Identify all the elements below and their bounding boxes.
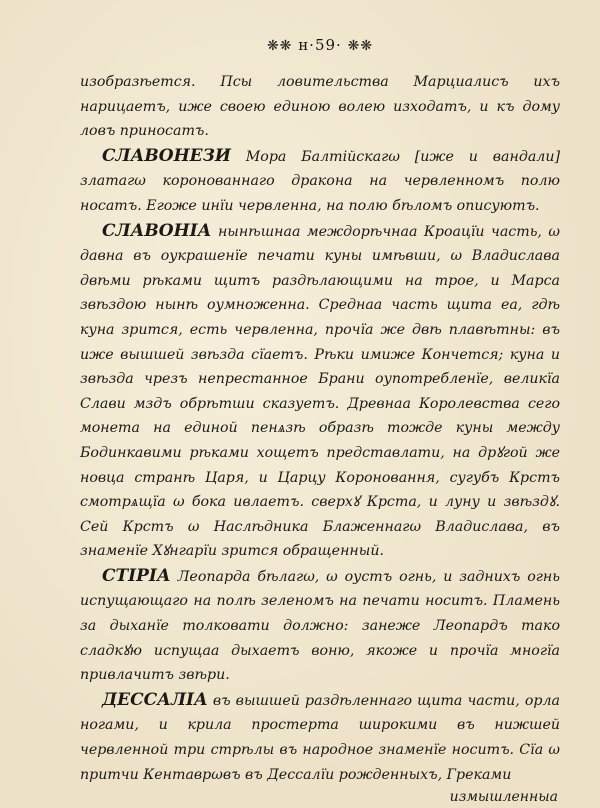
paragraph-text: въ вышшей раздѣленнаго щита части, орла ногами, и крила простерта широкими въ нижшей червленной три стрѣлы въ народное знаменїе носитъ. Сїа ω притчи Кентаврωвъ въ Дессалїи рожденныхъ, Греками bbox=[80, 692, 560, 783]
rubric-heading: СЛАВОНІА bbox=[102, 220, 212, 241]
paragraph-dessalia bbox=[80, 688, 560, 787]
ornament-left-icon: ❋❋ bbox=[266, 38, 293, 54]
paragraph-continuation bbox=[80, 70, 560, 144]
rubric-heading: СТІРІА bbox=[102, 565, 171, 586]
paragraph-text: Мора Балтійскагω [иже и вандали] златагω коронованнаго дракона на червленномъ полю носатъ. Егоже инїи червленна, на полю бѣломъ описуютъ. bbox=[80, 148, 560, 214]
rubric-heading: ДЕССАЛІА bbox=[102, 689, 208, 710]
paragraph-slavonia bbox=[80, 219, 560, 564]
paragraph-stiria bbox=[80, 564, 560, 688]
catchword: измышленныа bbox=[449, 789, 558, 806]
page-number: н·59· bbox=[298, 36, 342, 54]
paragraph-text: Леопарда бѣлагω, ω оустъ огнь, и заднихъ огнь испущающаго на полѣ зеленомъ на печати носитъ. Пламень за дыханїе толковати должно: занеже Леопардъ тако сладкꙋю испущаа дыхаетъ воню, якоже и прочїа многїа привлачитъ звѣри. bbox=[80, 568, 560, 684]
paragraph-text: нынѣшнаа междорѣчнаа Кроацїи часть, ω давна въ оукрашенїе печати куны имѣвши, ω Владислава двѣми рѣками щитъ раздѣлающими на трое, и Марса звѣздою нынѣ оумноженна. Среднаа часть щита еа, гдѣ куна зрится, есть червленна, прочїа же двѣ плавѣтны: въ иже вышшей звѣзда сїаетъ. Рѣки имиже Кончется; куна и звѣзда чрезъ непрестанное Брани оупотребленїе, великїа Слави мздъ обрѣтши сказуетъ. Древнаа Королевства сего монета на единой пенѧзѣ образѣ тожде куны между Бодинкавими рѣками хощетъ представлати, на дрꙋгой же новца странѣ Царя, и Царцу Короновання, сугубъ Крстъ смотрѧщїа ω бока ивлаетъ. сверхꙋ Крста, и луну и звѣздꙋ. Сей Крстъ ω Наслѣдника Блаженнагω Владислава, въ знаменїе Хꙋнгарїи зрится обращенный. bbox=[80, 223, 560, 560]
paragraph-text: изобразѣется. Псы ловительства Марциалисъ ихъ нарицаетъ, иже своею единою волею изходатъ, и къ дому ловъ приносатъ. bbox=[80, 74, 560, 140]
rubric-heading: СЛАВОНЕЗИ bbox=[102, 145, 231, 166]
paragraph-slavonezi bbox=[80, 144, 560, 219]
ornament-right-icon: ❋❋ bbox=[347, 38, 374, 54]
page-header bbox=[80, 36, 560, 56]
main-text bbox=[80, 70, 560, 787]
